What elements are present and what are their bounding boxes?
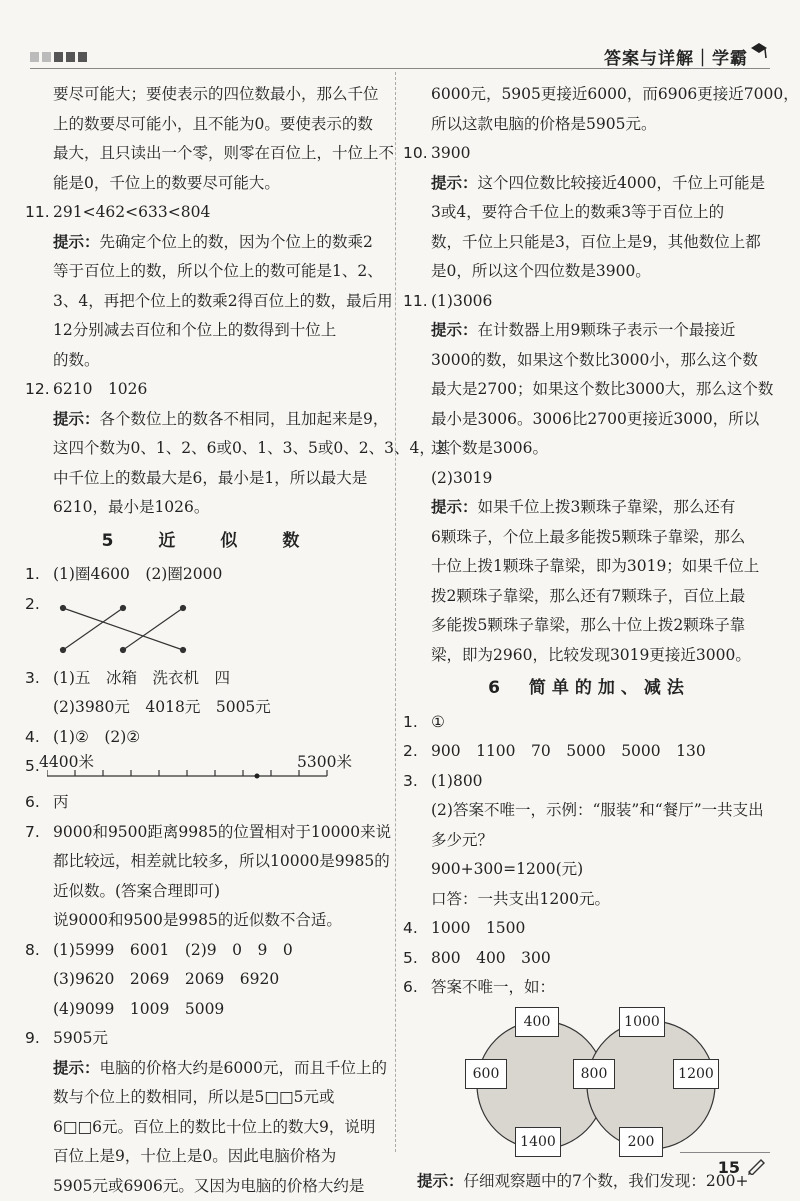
section-title: 5 近 似 数 bbox=[25, 527, 390, 557]
footer-rule bbox=[680, 1152, 770, 1153]
box-top-left: 400 bbox=[515, 1007, 559, 1037]
hint-label: 提示： bbox=[417, 1172, 464, 1190]
answer: 291<462<633<804 bbox=[53, 203, 210, 221]
question-2: 2. 900 1100 70 5000 5000 130 bbox=[403, 737, 775, 767]
hint-label: 提示： bbox=[431, 174, 478, 192]
question-6: 6. 答案不唯一，如： bbox=[403, 973, 775, 1003]
answer-line: (2)3019 bbox=[403, 464, 775, 494]
question-number: 12. bbox=[25, 375, 53, 405]
pencil-icon bbox=[746, 1157, 766, 1175]
number-line-left-label: 4400米 bbox=[39, 748, 94, 778]
question-number: 7. bbox=[25, 818, 53, 848]
answer-line: 都比较远，相差就比较多，所以10000是9985的 bbox=[25, 847, 390, 877]
header-title: 答案与详解｜学霸 bbox=[604, 44, 748, 69]
column-divider bbox=[395, 72, 396, 1152]
hint-label: 提示： bbox=[53, 410, 100, 428]
hint-line: 6颗珠子，个位上最多能拨5颗珠子靠梁，那么 bbox=[403, 523, 775, 553]
question-5: 5. 800 400 300 bbox=[403, 944, 775, 974]
hint-line: 是0，所以这个四位数是3900。 bbox=[403, 257, 775, 287]
hint-line: 等于百位上的数，所以个位上的数可能是1、2、 bbox=[25, 257, 390, 287]
hint-line: 十位上拨1颗珠子靠梁，即为3019；如果千位上 bbox=[403, 552, 775, 582]
hint-line: 最小是3006。3006比2700更接近3000，所以 bbox=[403, 405, 775, 435]
text-line: 上的数要尽可能小，且不能为0。要使表示的数 bbox=[25, 110, 390, 140]
text-line: 要尽可能大；要使表示的四位数最小，那么千位 bbox=[25, 80, 390, 110]
question-2 bbox=[25, 590, 390, 664]
box-top-right: 1000 bbox=[619, 1007, 665, 1037]
hint-line: 梁，即为2960，比较发现3019更接近3000。 bbox=[403, 641, 775, 671]
box-right: 1200 bbox=[673, 1059, 719, 1089]
answer-line: (2)3980元 4018元 5005元 bbox=[25, 693, 390, 723]
question-4: 4. 1000 1500 bbox=[403, 914, 775, 944]
question-8: 8. (1)5999 6001 (2)9 0 9 0 bbox=[25, 936, 390, 966]
answer-line: (4)9099 1009 5009 bbox=[25, 995, 390, 1025]
question-3: 3. (1)800 bbox=[403, 767, 775, 797]
hint-line: 提示：各个数位上的数各不相同，且加起来是9， bbox=[25, 405, 390, 435]
hint-line: 最大是2700；如果这个数比3000大，那么这个数 bbox=[403, 375, 775, 405]
question-7: 7. 9000和9500距离9985的位置相对于10000来说 bbox=[25, 818, 390, 848]
text-line: 所以这款电脑的价格是5905元。 bbox=[403, 110, 775, 140]
hint-line: 提示：在计数器上用9颗珠子表示一个最接近 bbox=[403, 316, 775, 346]
hint-line: 提示：如果千位上拨3颗珠子靠梁，那么还有 bbox=[403, 493, 775, 523]
question-number: 1. bbox=[25, 560, 53, 590]
question-number: 3. bbox=[403, 767, 431, 797]
section-title: 6 简单的加、减法 bbox=[403, 674, 775, 704]
answer: 6210 1026 bbox=[53, 380, 147, 398]
right-column bbox=[403, 80, 775, 1196]
circles-diagram bbox=[463, 1007, 775, 1167]
question-1: 1. ① bbox=[403, 708, 775, 738]
hint-line: 多能拨5颗珠子靠梁，那么十位上拨2颗珠子靠 bbox=[403, 611, 775, 641]
page-number: 15 bbox=[718, 1158, 740, 1177]
question-5 bbox=[25, 752, 390, 788]
question-number: 8. bbox=[25, 936, 53, 966]
box-left: 600 bbox=[465, 1059, 507, 1089]
question-11 bbox=[25, 198, 390, 228]
answer-line: 近似数。(答案合理即可) bbox=[25, 877, 390, 907]
question-11: 11. (1)3006 bbox=[403, 287, 775, 317]
hint-line: 拨2颗珠子靠梁，那么还有7颗珠子，百位上最 bbox=[403, 582, 775, 612]
answer-line: 口答：一共支出1200元。 bbox=[403, 885, 775, 915]
hint-line: 提示：电脑的价格大约是6000元，而且千位上的 bbox=[25, 1054, 390, 1084]
hint-line: 提示：这个四位数比较接近4000，千位上可能是 bbox=[403, 169, 775, 199]
question-number: 11. bbox=[25, 198, 53, 228]
hint-label: 提示： bbox=[53, 233, 100, 251]
question-number: 5. bbox=[25, 752, 53, 782]
hint-line: 12分别减去百位和个位上的数得到十位上 bbox=[25, 316, 390, 346]
question-number: 3. bbox=[25, 664, 53, 694]
mortarboard-icon bbox=[750, 40, 768, 62]
answer-line: (3)9620 2069 2069 6920 bbox=[25, 965, 390, 995]
text-line: 6000元，5905更接近6000，而6906更接近7000， bbox=[403, 80, 775, 110]
question-10: 10. 3900 bbox=[403, 139, 775, 169]
question-6: 6. 丙 bbox=[25, 788, 390, 818]
hint-label: 提示： bbox=[53, 1059, 100, 1077]
question-9: 9. 5905元 bbox=[25, 1024, 390, 1054]
question-number: 2. bbox=[25, 590, 53, 620]
question-number: 6. bbox=[25, 788, 53, 818]
answer-line: 900+300=1200(元) bbox=[403, 855, 775, 885]
number-line-right-label: 5300米 bbox=[297, 748, 352, 778]
hint-line: 6210，最小是1026。 bbox=[25, 493, 390, 523]
answer-line: 说9000和9500是9985的近似数不合适。 bbox=[25, 906, 390, 936]
question-number: 4. bbox=[25, 723, 53, 753]
number-line bbox=[47, 766, 347, 786]
hint-line: 百位上是9，十位上是0。因此电脑价格为 bbox=[25, 1142, 390, 1172]
question-number: 5. bbox=[403, 944, 431, 974]
question-1: 1. (1)圈4600 (2)圈2000 bbox=[25, 560, 390, 590]
hint-line: 6□□6元。百位上的数比十位上的数大9，说明 bbox=[25, 1113, 390, 1143]
hint-line: 3或4，要符合千位上的数乘3等于百位上的 bbox=[403, 198, 775, 228]
question-number: 6. bbox=[403, 973, 431, 1003]
header-decoration bbox=[30, 52, 87, 62]
hint-line: 提示：先确定个位上的数，因为个位上的数乘2 bbox=[25, 228, 390, 258]
question-12 bbox=[25, 375, 390, 405]
question-number: 9. bbox=[25, 1024, 53, 1054]
box-bottom-right: 200 bbox=[619, 1127, 663, 1157]
hint-line: 这个数是3006。 bbox=[403, 434, 775, 464]
text-line: 能是0，千位上的数要尽可能大。 bbox=[25, 169, 390, 199]
hint-label: 提示： bbox=[431, 321, 478, 339]
hint-line: 中千位上的数最大是6，最小是1，所以最大是 bbox=[25, 464, 390, 494]
hint-line: 数，千位上只能是3，百位上是9，其他数位上都 bbox=[403, 228, 775, 258]
question-number: 1. bbox=[403, 708, 431, 738]
hint-line: 3、4，再把个位上的数乘2得百位上的数，最后用 bbox=[25, 287, 390, 317]
header-rule bbox=[30, 68, 770, 69]
hint-line: 提示：仔细观察题中的7个数，我们发现：200+ bbox=[403, 1167, 775, 1197]
hint-label: 提示： bbox=[431, 498, 478, 516]
text-line: 最大，且只读出一个零，则零在百位上，十位上不 bbox=[25, 139, 390, 169]
question-number: 11. bbox=[403, 287, 431, 317]
question-number: 10. bbox=[403, 139, 431, 169]
question-number: 2. bbox=[403, 737, 431, 767]
answer-line: (2)答案不唯一，示例：“服装”和“餐厅”一共支出 bbox=[403, 796, 775, 826]
question-4: 4. (1)② (2)② bbox=[25, 723, 390, 753]
box-middle: 800 bbox=[573, 1059, 615, 1089]
matching-lines-diagram bbox=[53, 600, 193, 670]
hint-line: 5905元或6906元。又因为电脑的价格大约是 bbox=[25, 1172, 390, 1201]
box-bottom-left: 1400 bbox=[515, 1127, 561, 1157]
hint-line: 这四个数为0、1、2、6或0、1、3、5或0、2、3、4，其 bbox=[25, 434, 390, 464]
question-3: 3. (1)五 冰箱 洗衣机 四 bbox=[25, 664, 390, 694]
hint-line: 数与个位上的数相同，所以是5□□5元或 bbox=[25, 1083, 390, 1113]
question-number: 4. bbox=[403, 914, 431, 944]
left-column bbox=[25, 80, 390, 1201]
hint-line: 3000的数，如果这个数比3000小，那么这个数 bbox=[403, 346, 775, 376]
answer-line: 多少元？ bbox=[403, 826, 775, 856]
hint-line: 的数。 bbox=[25, 346, 390, 376]
